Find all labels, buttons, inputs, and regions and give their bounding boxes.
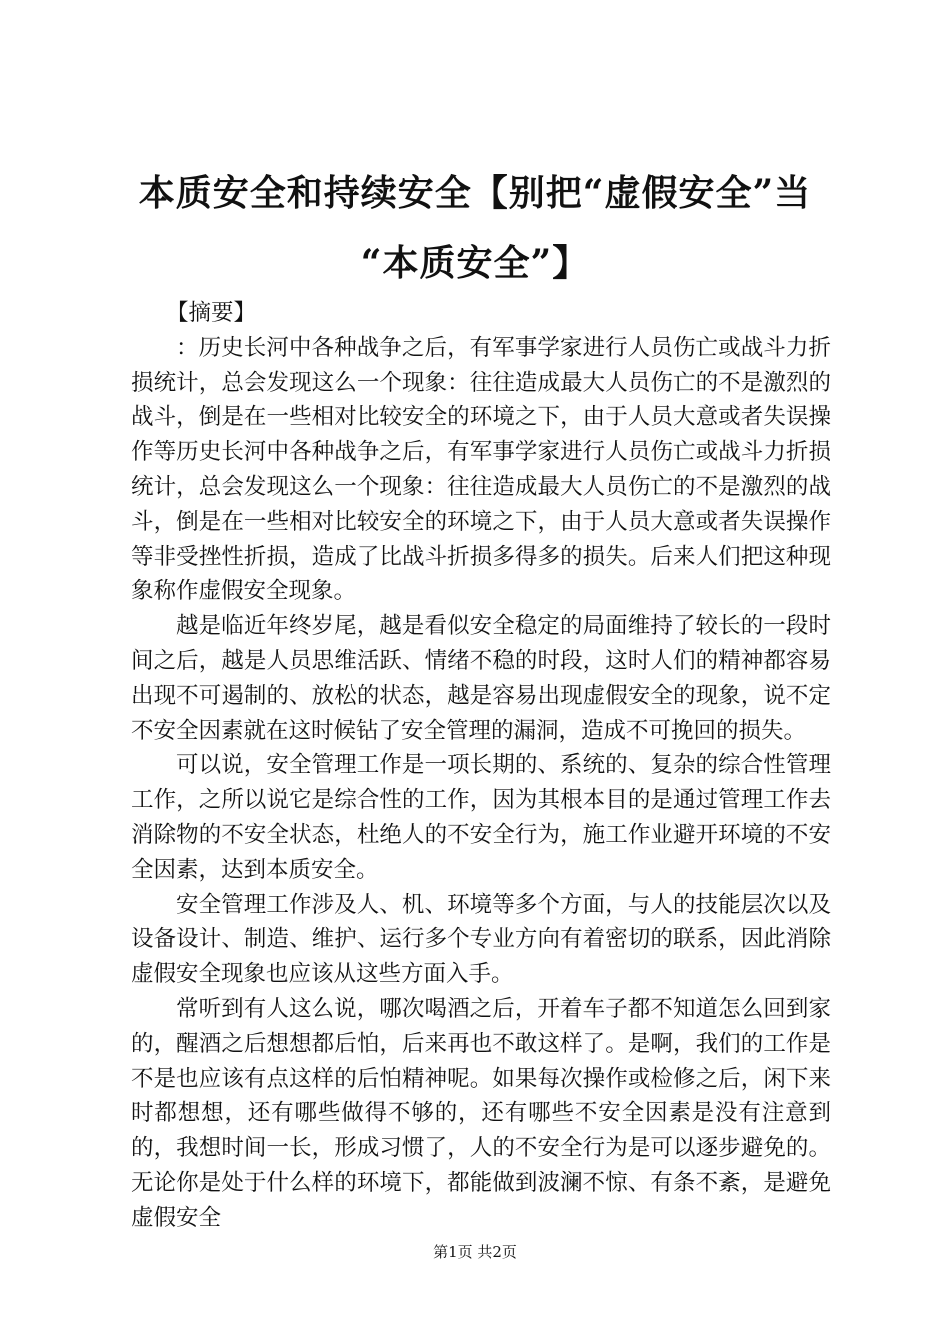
abstract-label: 【摘要】 (166, 300, 257, 326)
paragraph-5: 常听到有人这么说，哪次喝酒之后，开着车子都不知道怎么回到家的，醒酒之后想想都后怕，后来再也不敢这样了。是啊，我们的工作是不是也应该有点这样的后怕精神呢。如果每次操作或检修之后，闲下来时都想想，还有哪些做得不够的，还有哪些不安全因素是没有注意到的，我想时间一长，形成习惯了，人的不安全行为是可以逐步避免的。无论你是处于什么样的环境下，都能做到波澜不惊、有条不紊，是避免虚假安全 (131, 995, 831, 1231)
page-indicator: 第1页 共2页 (433, 1243, 517, 1261)
page-title (100, 158, 850, 298)
paragraph-2: 越是临近年终岁尾，越是看似安全稳定的局面维持了较长的一段时间之后，越是人员思维活跃、情绪不稳的时段，这时人们的精神都容易出现不可遏制的、放松的状态，越是容易出现虚假安全的现象，说不定不安全因素就在这时候钻了安全管理的漏洞，造成不可挽回的损失。 (131, 613, 831, 744)
page-footer (0, 1242, 950, 1262)
title-line-2: “本质安全”】 (360, 242, 590, 284)
paragraph-4: 安全管理工作涉及人、机、环境等多个方面，与人的技能层次以及设备设计、制造、维护、运行多个专业方向有着密切的联系，因此消除虚假安全现象也应该从这些方面入手。 (131, 891, 831, 988)
paragraph-1: ：历史长河中各种战争之后，有军事学家进行人员伤亡或战斗力折损统计，总会发现这么一个现象：往往造成最大人员伤亡的不是激烈的战斗，倒是在一些相对比较安全的环境之下，由于人员大意或者失误操作等历史长河中各种战争之后，有军事学家进行人员伤亡或战斗力折损统计，总会发现这么一个现象：往往造成最大人员伤亡的不是激烈的战斗，倒是在一些相对比较安全的环境之下，由于人员大意或者失误操作等非受挫性折损，造成了比战斗折损多得多的损失。后来人们把这种现象称作虚假安全现象。 (131, 334, 831, 605)
document-body (131, 296, 831, 1236)
title-line-1: 本质安全和持续安全【别把“虚假安全”当 (138, 172, 812, 214)
paragraph-3: 可以说，安全管理工作是一项长期的、系统的、复杂的综合性管理工作，之所以说它是综合性的工作，因为其根本目的是通过管理工作去消除物的不安全状态，杜绝人的不安全行为，施工作业避开环境的不安全因素，达到本质安全。 (131, 752, 831, 883)
